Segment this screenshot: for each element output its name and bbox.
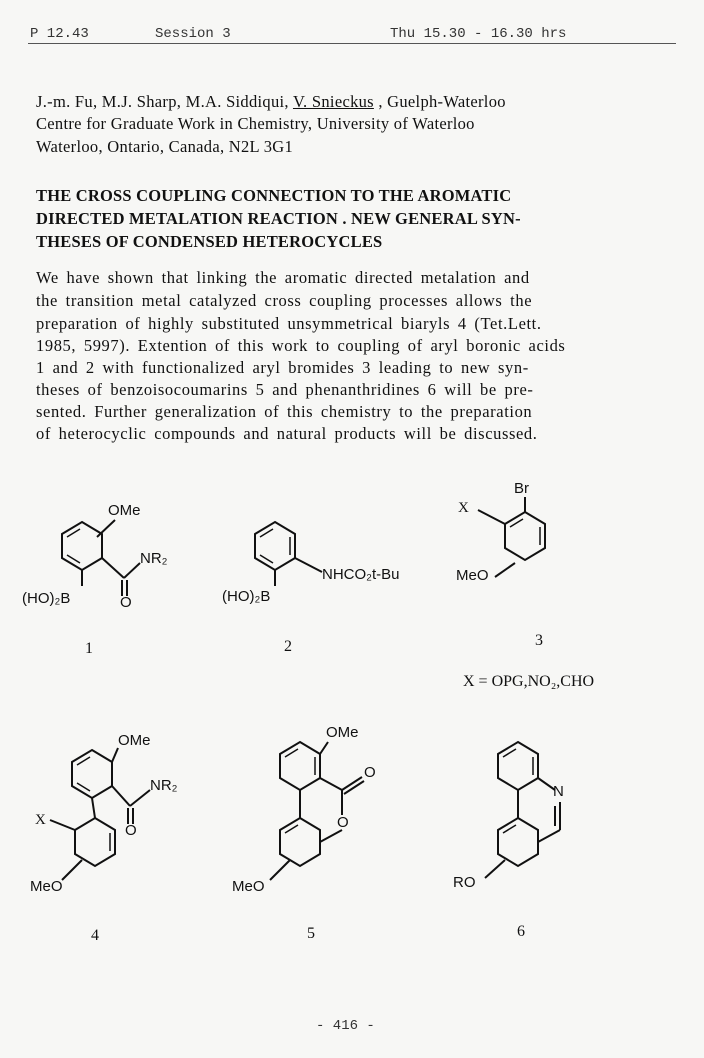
s1-o: O (120, 594, 132, 611)
abstract-line: the transition metal catalyzed cross coupling processes allows the (36, 291, 533, 310)
authors: J.-m. Fu, M.J. Sharp, M.A. Siddiqui, (36, 92, 293, 111)
abstract-line: 1 and 2 with functionalized aryl bromides 3 leading to new syn- (36, 358, 529, 377)
compound-label-2: 2 (284, 638, 292, 655)
address-line: Waterloo, Ontario, Canada, N2L 3G1 (36, 137, 294, 156)
s3-meo: MeO (456, 567, 489, 584)
s4-ome: OMe (118, 732, 151, 749)
structure-5-bonds (270, 742, 364, 880)
title-line: DIRECTED METALATION REACTION . NEW GENERAL SYN- (36, 209, 521, 228)
s5-meo: MeO (232, 878, 265, 895)
presenting-author: V. Snieckus (292, 92, 374, 111)
compound-label-6: 6 (517, 923, 525, 940)
compound-label-3: 3 (535, 632, 543, 649)
compound-label-1: 1 (85, 640, 93, 657)
s3-br: Br (514, 480, 529, 497)
compound-label-5: 5 (307, 925, 315, 942)
poster-number: P 12.43 (30, 26, 89, 42)
s1-ome: OMe (108, 502, 141, 519)
title-line: THE CROSS COUPLING CONNECTION TO THE AROMATIC (36, 186, 512, 205)
s3-x-definition: X = OPG,NO₂,CHO (463, 673, 595, 690)
structure-4-bonds (50, 748, 150, 880)
s4-x: X (35, 812, 46, 828)
page-number: - 416 - (316, 1018, 375, 1034)
abstract-line: theses of benzoisocoumarins 5 and phenanthridines 6 will be pre- (36, 380, 534, 399)
s5-carbonyl-o: O (364, 764, 376, 781)
session-label: Session 3 (155, 26, 231, 42)
abstract-line: preparation of highly substituted unsymmetrical biaryls 4 (Tet.Lett. (36, 314, 542, 333)
s2-boronic: (HO)₂B (222, 588, 271, 605)
s5-ring-o: O (337, 814, 349, 831)
abstract-line: sented. Further generalization of this chemistry to the preparation (36, 402, 533, 421)
abstract-line: 1985, 5997). Extention of this work to coupling of aryl boronic acids (36, 336, 566, 355)
structure-2-bonds (255, 522, 322, 586)
s6-ro: RO (453, 874, 476, 891)
s4-nr2: NR₂ (150, 777, 178, 794)
abstract-line: We have shown that linking the aromatic directed metalation and (36, 268, 530, 287)
structure-1-bonds (62, 520, 140, 596)
affiliation-line: Centre for Graduate Work in Chemistry, University of Waterloo (36, 114, 475, 133)
s1-nr2: NR₂ (140, 550, 168, 567)
compound-label-4: 4 (91, 927, 99, 944)
s3-x: X (458, 500, 469, 516)
s5-ome: OMe (326, 724, 359, 741)
s4-o: O (125, 822, 137, 839)
s4-meo: MeO (30, 878, 63, 895)
title-line: THESES OF CONDENSED HETEROCYCLES (36, 232, 383, 251)
abstract-line: of heterocyclic compounds and natural products will be discussed. (36, 424, 538, 443)
s6-n: N (553, 783, 564, 800)
session-time: Thu 15.30 - 16.30 hrs (390, 26, 567, 42)
s2-sub: NHCO₂t-Bu (322, 566, 400, 583)
structure-6-bonds (485, 742, 560, 878)
s1-boronic: (HO)₂B (22, 590, 71, 607)
affiliation-start: , Guelph-Waterloo (373, 92, 506, 111)
structure-3-bonds (478, 497, 545, 577)
